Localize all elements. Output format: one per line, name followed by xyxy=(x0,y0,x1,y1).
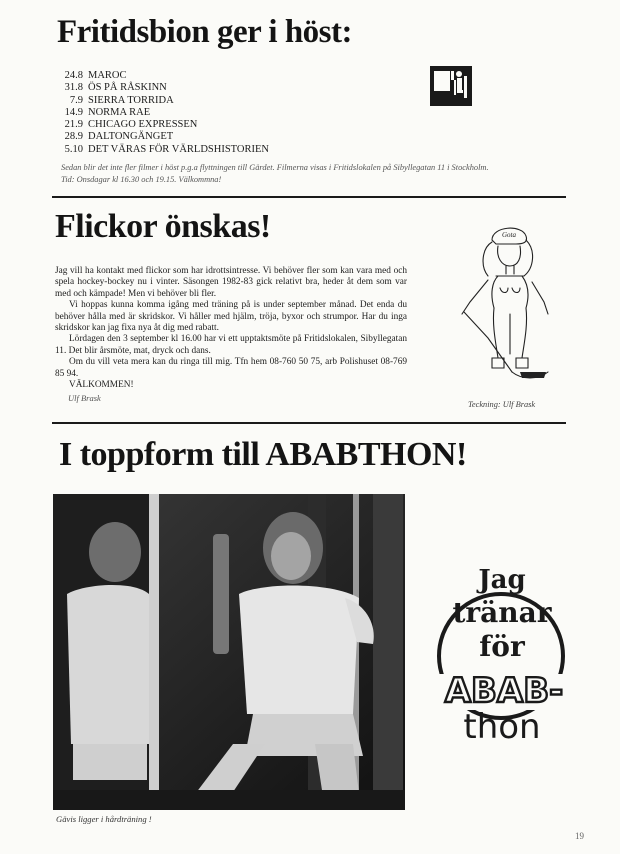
headline-ababthon: I toppform till ABABTHON! xyxy=(59,436,467,473)
film-title: SIERRA TORRIDA xyxy=(88,94,174,106)
film-title: MAROC xyxy=(88,70,127,81)
headline-flickor: Flickor önskas! xyxy=(55,208,271,245)
film-item xyxy=(61,144,269,156)
emblem-word-jag: Jag xyxy=(478,565,526,595)
paragraph-3: Lördagen den 3 september kl 16.00 har vi ett upptaktsmöte på Fritidslokalen, Sibyllegatan 11. Det blir årsmöte, mat, dryck och dans. xyxy=(55,334,407,356)
film-item xyxy=(61,107,269,119)
ababthon-emblem xyxy=(430,560,580,750)
film-item xyxy=(61,82,269,94)
film-title: DET VÄRAS FÖR VÄRLDSHISTORIEN xyxy=(88,143,269,155)
emblem-word-thon: thon xyxy=(463,707,541,747)
gym-photo xyxy=(53,494,405,810)
film-schedule-list xyxy=(61,70,269,156)
paragraph-4: Om du vill veta mera kan du ringa till mig. Tfn hem 08-760 50 75, arb Polishuset 08-769 85 94. xyxy=(55,357,407,379)
emblem-word-tranar: tränar xyxy=(452,596,552,629)
emblem-word-abab: ABAB- xyxy=(444,671,564,711)
film-title: ÖS PÅ RÅSKINN xyxy=(88,82,167,94)
cinema-icon xyxy=(430,66,472,106)
film-date: 21.9 xyxy=(64,119,83,131)
welcome-line: VÄLKOMMEN! xyxy=(69,380,134,391)
film-date: 14.9 xyxy=(64,106,83,118)
hockey-girl-drawing xyxy=(452,222,558,388)
paragraph-2: Vi hoppas kunna komma igång med träning på is under september månad. Det enda du behöver hålla med är skridskor. Vi håller med hjälm, tröja, byxor och strumpor. Har du inga skridskor kan jag fixa nya åt dig med rabatt. xyxy=(55,300,407,334)
headline-fritidsbion: Fritidsbion ger i höst: xyxy=(57,14,352,50)
film-date: 31.8 xyxy=(64,82,83,94)
film-note xyxy=(61,162,489,185)
section-divider-1 xyxy=(52,196,566,198)
film-date: 28.9 xyxy=(64,131,83,143)
cinema-logo xyxy=(430,66,472,106)
film-date: 5.10 xyxy=(64,143,83,155)
film-note-line-2: Tid: Onsdagar kl 16.30 och 19.15. Välkommna! xyxy=(61,174,222,184)
film-date: 24.8 xyxy=(64,70,83,81)
film-item xyxy=(61,70,269,82)
film-item xyxy=(61,119,269,131)
article-body xyxy=(55,266,407,391)
drawing-caption: Teckning: Ulf Brask xyxy=(468,400,536,409)
film-title: DALTONGÄNGET xyxy=(88,131,174,143)
film-item xyxy=(61,95,269,107)
section-divider-2 xyxy=(52,422,566,424)
film-note-line-1: Sedan blir det inte fler filmer i höst p.g.a flyttningen till Gärdet. Filmerna visas i Fritidslokalen på Sibyllegatan 11 i Stockholm. xyxy=(61,163,489,172)
page-number: 19 xyxy=(575,831,584,841)
author-signature: Ulf Brask xyxy=(68,393,101,403)
helmet-text: Gota xyxy=(502,231,516,239)
photo-caption: Gävis ligger i hårdträning ! xyxy=(56,814,152,824)
film-title: CHICAGO EXPRESSEN xyxy=(88,119,198,131)
emblem-word-for: för xyxy=(479,630,525,663)
film-title: NORMA RAE xyxy=(88,106,151,118)
film-date: 7.9 xyxy=(69,94,83,106)
film-item xyxy=(61,131,269,143)
paragraph-1: Jag vill ha kontakt med flickor som har idrottsintresse. Vi behöver fler som kan vara med och spela hockey-bockey nu i vinter. Säsongen 1982-83 gick relativt bra, heder åt dem som var med och kämpade! Men vi behöver bli fler. xyxy=(55,266,407,299)
